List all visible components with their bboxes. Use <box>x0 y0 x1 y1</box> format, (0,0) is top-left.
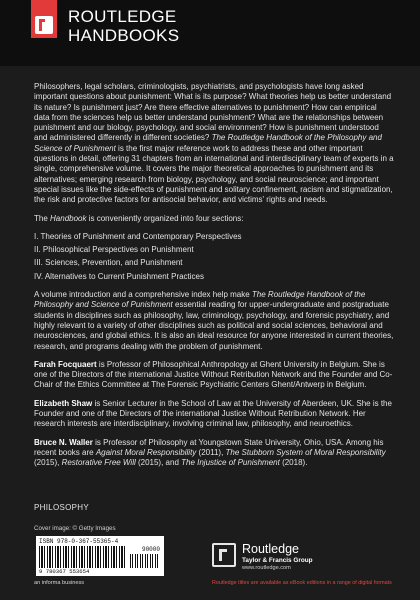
subject-category: PHILOSOPHY <box>34 503 90 512</box>
series-title <box>68 7 268 45</box>
publisher-url: www.routledge.com <box>242 565 291 571</box>
editor-bio-text: is Professor of Philosophy at Youngstown State University, Ohio, USA. Among his recent books are <box>34 437 384 457</box>
book-title-italic: The Routledge Handbook of the Philosophy and Science of Punishment <box>34 290 366 310</box>
editor-name: Farah Focquaert <box>34 359 97 369</box>
routledge-logo-block <box>31 0 57 38</box>
section-item: III. Sciences, Prevention, and Punishment <box>34 258 183 268</box>
editor-bio-text: (2018). <box>279 458 308 468</box>
organization-paragraph <box>34 214 394 224</box>
publisher-logo <box>212 540 362 574</box>
series-title-line2: HANDBOOKS <box>68 26 180 45</box>
editor-bio-text: is Professor of Philosophical Anthropology at Ghent University in Belgium. She is one of the Directors of the international Justice Without Retribution Network and the Founder and Co-Chair of the Ethics Committee at The Forensic Psychiatric Centers Ghent/Antwerp in Belgium. <box>34 359 393 390</box>
cover-image-credit: Cover image: © Getty Images <box>34 525 116 532</box>
index-paragraph <box>34 290 394 352</box>
section-item: I. Theories of Punishment and Contemporary Perspectives <box>34 231 242 241</box>
editor-bio <box>34 360 394 391</box>
editor-bio-text: (2011), <box>196 447 226 457</box>
handbook-italic: Handbook <box>50 213 87 223</box>
imprint-note: an informa business <box>34 580 85 586</box>
routledge-r-logo-icon <box>212 543 236 567</box>
editor-bio-text: (2015), and <box>135 458 182 468</box>
index-text-continued: essential reading for upper-undergraduate and postgraduate students in disciplines such as philosophy, law, criminology, psychology, and forensic psychiatry, and highly relevant to a variety of other disciplines such as political and social sciences, behavioral and neurosciences, and global ethics. It is also an ideal resource for anyone interested in current theories, research, and programs dealing with the problem of punishment. <box>34 300 394 351</box>
intro-text-continued: is the first major reference work to address these and other important questions in detail, offering 31 chapters from an international and interdisciplinary team of experts in a single, comprehensive volume. It covers the major theoretical approaches to punishment and its alternatives; emerging research from biology, psychology, and social neuroscience; and important special issues like the side-effects of punishment and solitary confinement, racism and stigmatization, the risk and protective factors for antisocial behavior, and victims' rights and needs. <box>34 143 394 205</box>
book-title-italic: The Stubborn System of Moral Responsibility <box>225 447 386 457</box>
book-title-italic: The Routledge Handbook of the Philosophy and Science of Punishment <box>34 133 382 153</box>
org-text-continued: is conveniently organized into four sections: <box>86 213 244 223</box>
isbn-number: ISBN 978-0-367-55365-4 <box>39 538 119 545</box>
editor-bio <box>34 438 394 469</box>
book-title-italic: The Injustice of Punishment <box>181 458 280 468</box>
barcode-addon-bars <box>130 554 160 568</box>
header-bar <box>0 0 420 66</box>
series-title-line1: ROUTLEDGE <box>68 7 177 26</box>
routledge-r-logo-icon <box>35 16 53 34</box>
section-item: II. Philosophical Perspectives on Punishment <box>34 245 194 255</box>
org-text: The <box>34 213 51 223</box>
book-title-italic: Against Moral Responsibility <box>95 447 197 457</box>
sections-list <box>34 232 394 282</box>
editor-name: Bruce N. Waller <box>34 437 93 447</box>
book-title-italic: Restorative Free Will <box>61 458 136 468</box>
editor-name: Elizabeth Shaw <box>34 398 93 408</box>
barcode-digits: 9 780367 553654 <box>39 568 90 575</box>
price-code: 90000 <box>141 546 160 553</box>
index-text: A volume introduction and a comprehensive index help make <box>34 290 252 300</box>
barcode-bars <box>39 546 125 568</box>
isbn-barcode <box>36 536 164 576</box>
publisher-group: Taylor & Francis Group <box>242 557 313 564</box>
editor-bio <box>34 399 394 430</box>
editor-bio-text: (2015), <box>34 458 62 468</box>
ebook-note: Routledge titles are available as eBook editions in a range of digital formats <box>212 580 392 586</box>
intro-text: Philosophers, legal scholars, criminologists, psychiatrists, and psychologists have long asked important questions about punishment: What is its purpose? What theories help us better understand its nature? Is punishment just? Are there effective alternatives to punishment? How can empirical data from the sciences help us better understand punishment? What are the relationships between punishment and our biology, psychology, and social environment? How is punishment understood and administered differently in different societies? <box>34 82 392 143</box>
editor-bio-text: is Senior Lecturer in the School of Law at the University of Aberdeen, UK. She is the Founder and one of the Directors of the international Justice Without Retribution Network. Her research interests are interdisciplinary, involving criminal law, philosophy, and neuroethics. <box>34 398 392 429</box>
publisher-name: Routledge <box>242 542 299 556</box>
section-item: IV. Alternatives to Current Punishment Practices <box>34 271 205 281</box>
back-cover-text <box>34 82 394 477</box>
intro-paragraph <box>34 82 394 206</box>
